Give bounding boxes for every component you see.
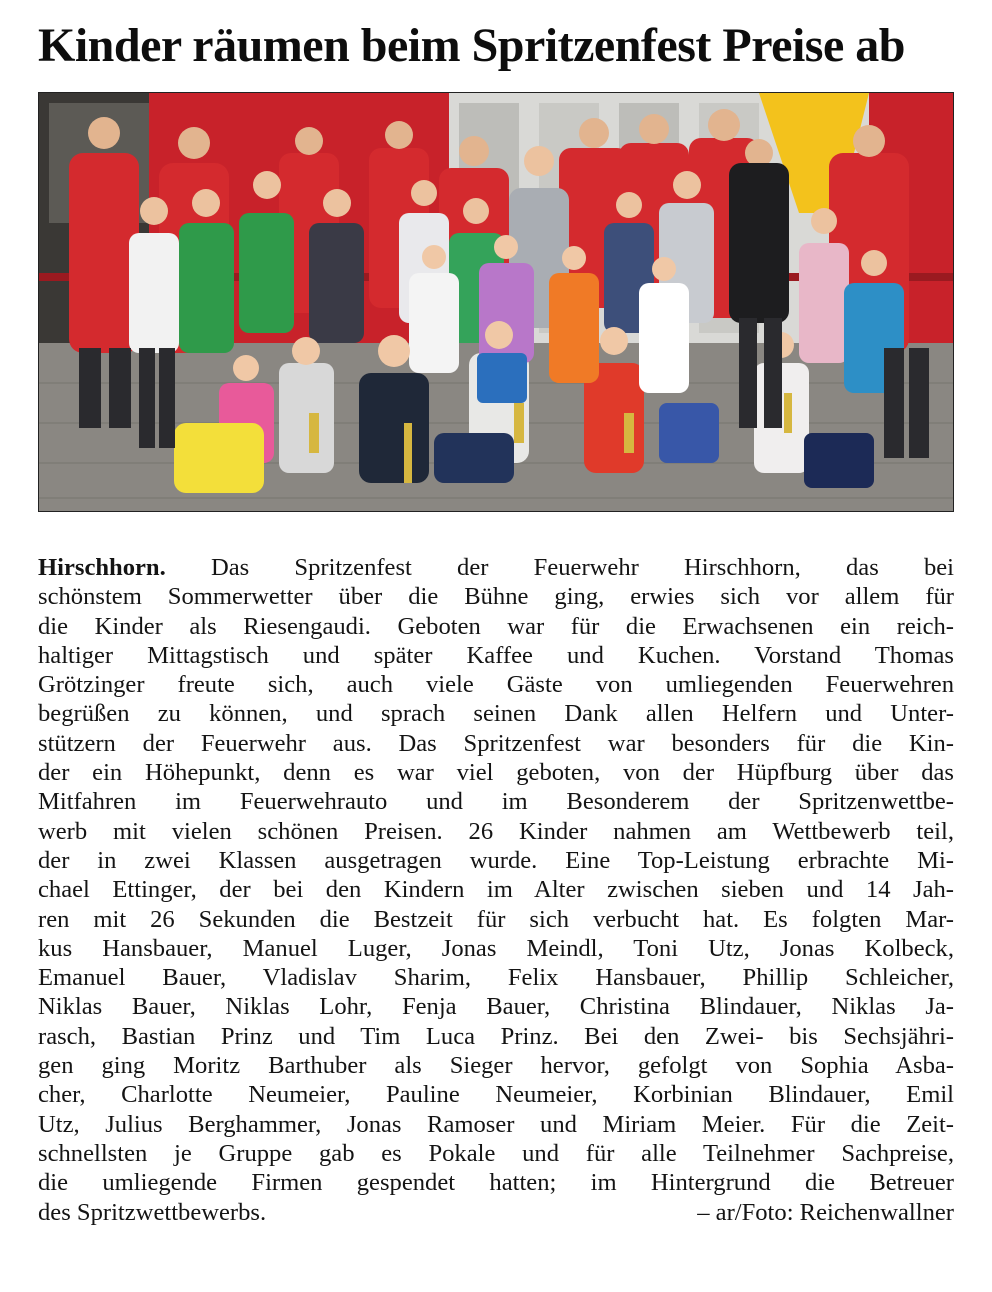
photo-credit: – ar/Foto: Reichenwallner: [697, 1198, 954, 1226]
article-line-first: [38, 553, 954, 582]
article-line: Utz, Julius Berghammer, Jonas Ramoser und Miriam Meier. Für die Zeit-: [38, 1110, 954, 1138]
first-line-text: Das Spritzenfest der Feuerwehr Hirschhorn, das bei: [210, 554, 955, 581]
headline: Kinder räumen beim Spritzenfest Preise ab: [38, 19, 905, 72]
article-line: rasch, Bastian Prinz und Tim Luca Prinz. Bei den Zwei- bis Sechsjähri-: [38, 1022, 954, 1050]
article-line: werb mit vielen schönen Preisen. 26 Kinder nahmen am Wettbewerb teil,: [38, 817, 954, 845]
article-line: die umliegende Firmen gespendet hatten; im Hintergrund die Betreuer: [38, 1169, 954, 1197]
article-line-last: [38, 1198, 954, 1227]
place-name: Hirschhorn.: [38, 554, 166, 581]
article-line: der ein Höhepunkt, denn es war viel geboten, von der Hüpfburg über das: [38, 759, 954, 787]
article-line: Emanuel Bauer, Vladislav Sharim, Felix Hansbauer, Phillip Schleicher,: [38, 964, 954, 992]
article-line: Grötzinger freute sich, auch viele Gäste von umliegenden Feuerwehren: [38, 671, 954, 699]
article-line: stützern der Feuerwehr aus. Das Spritzenfest war besonders für die Kin-: [38, 729, 954, 757]
article-line: haltiger Mittagstisch und später Kaffee und Kuchen. Vorstand Thomas: [38, 641, 954, 669]
article-line: ren mit 26 Sekunden die Bestzeit für sich verbucht hat. Es folgten Mar-: [38, 905, 954, 933]
article-line: schönstem Sommerwetter über die Bühne ging, erwies sich vor allem für: [38, 583, 954, 611]
article-line: begrüßen zu können, und sprach seinen Dank allen Helfern und Unter-: [38, 700, 954, 728]
article-line: der in zwei Klassen ausgetragen wurde. Eine Top-Leistung erbrachte Mi-: [38, 846, 954, 874]
article-line: Niklas Bauer, Niklas Lohr, Fenja Bauer, Christina Blindauer, Niklas Ja-: [38, 993, 954, 1021]
article-line: cher, Charlotte Neumeier, Pauline Neumeier, Korbinian Blindauer, Emil: [38, 1081, 954, 1109]
group-photo-icon: [39, 93, 953, 511]
article-line: Mitfahren im Feuerwehrauto und im Besonderem der Spritzenwettbe-: [38, 788, 954, 816]
article-photo: [38, 92, 954, 512]
article-line: chael Ettinger, der bei den Kindern im Alter zwischen sieben und 14 Jah-: [38, 876, 954, 904]
article-line: schnellsten je Gruppe gab es Pokale und für alle Teilnehmer Sachpreise,: [38, 1139, 954, 1167]
article-line: die Kinder als Riesengaudi. Geboten war für die Erwachsenen ein reich-: [38, 612, 954, 640]
last-line-text: des Spritzwettbewerbs.: [38, 1198, 267, 1226]
article-line: kus Hansbauer, Manuel Luger, Jonas Meindl, Toni Utz, Jonas Kolbeck,: [38, 934, 954, 962]
article-line: gen ging Moritz Barthuber als Sieger hervor, gefolgt von Sophia Asba-: [38, 1052, 954, 1080]
article-body: [38, 553, 954, 1227]
